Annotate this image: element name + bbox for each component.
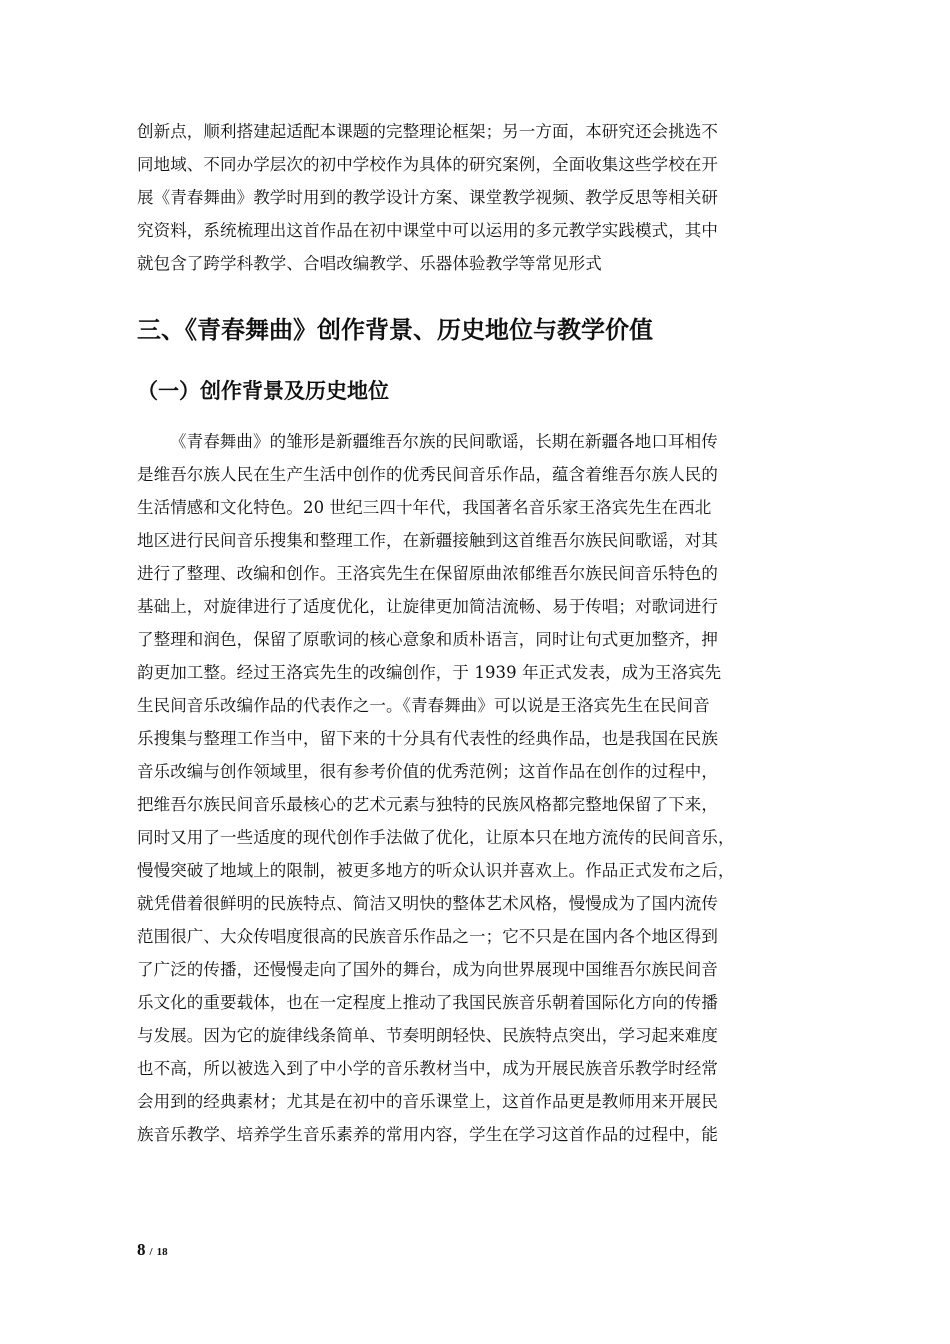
text-line: 乐文化的重要载体，也在一定程度上推动了我国民族音乐朝着国际化方向的传播: [137, 993, 718, 1012]
section-heading: 三、《青春舞曲》创作背景、历史地位与教学价值: [137, 316, 653, 344]
text-line: 创新点，顺利搭建起适配本课题的完整理论框架；另一方面，本研究还会挑选不: [137, 122, 718, 141]
text-line: 会用到的经典素材；尤其是在初中的音乐课堂上，这首作品更是教师用来开展民: [137, 1092, 718, 1111]
text-line: 也不高，所以被选入到了中小学的音乐教材当中，成为开展民族音乐教学时经常: [137, 1059, 718, 1078]
text-line: 与发展。因为它的旋律线条简单、节奏明朗轻快、民族特点突出，学习起来难度: [137, 1026, 718, 1045]
text-line: 是维吾尔族人民在生产生活中创作的优秀民间音乐作品，蕴含着维吾尔族人民的: [137, 465, 718, 484]
text-line: 究资料，系统梳理出这首作品在初中课堂中可以运用的多元教学实践模式，其中: [137, 221, 718, 240]
text-line: 展《青春舞曲》教学时用到的教学设计方案、课堂教学视频、教学反思等相关研: [137, 188, 718, 207]
text-line: 就包含了跨学科教学、合唱改编教学、乐器体验教学等常见形式: [137, 254, 602, 273]
page-total: 18: [156, 1246, 168, 1258]
text-line: 乐搜集与整理工作当中，留下来的十分具有代表性的经典作品，也是我国在民族: [137, 729, 718, 748]
text-line: 范围很广、大众传唱度很高的民族音乐作品之一；它不只是在国内各个地区得到: [137, 927, 718, 946]
text-line: 基础上，对旋律进行了适度优化，让旋律更加简洁流畅、易于传唱；对歌词进行: [137, 597, 718, 616]
text-line: 同时又用了一些适度的现代创作手法做了优化，让原本只在地方流传的民间音乐，: [137, 828, 735, 847]
text-line: 生活情感和文化特色。20 世纪三四十年代，我国著名音乐家王洛宾先生在西北: [137, 498, 712, 517]
text-line: 地区进行民间音乐搜集和整理工作，在新疆接触到这首维吾尔族民间歌谣，对其: [137, 531, 718, 550]
text-line: 就凭借着很鲜明的民族特点、简洁又明快的整体艺术风格，慢慢成为了国内流传: [137, 894, 718, 913]
subsection-heading: （一）创作背景及历史地位: [137, 379, 389, 403]
text-line: 音乐改编与创作领域里，很有参考价值的优秀范例；这首作品在创作的过程中，: [137, 762, 718, 781]
text-line: 《青春舞曲》的雏形是新疆维吾尔族的民间歌谣，长期在新疆各地口耳相传: [170, 432, 718, 451]
page-separator: /: [149, 1246, 153, 1258]
text-line: 韵更加工整。经过王洛宾先生的改编创作，于 1939 年正式发表，成为王洛宾先: [137, 663, 722, 682]
text-line: 族音乐教学、培养学生音乐素养的常用内容，学生在学习这首作品的过程中，能: [137, 1125, 718, 1144]
text-line: 了广泛的传播，还慢慢走向了国外的舞台，成为向世界展现中国维吾尔族民间音: [137, 960, 718, 979]
text-line: 了整理和润色，保留了原歌词的核心意象和质朴语言，同时让句式更加整齐，押: [137, 630, 718, 649]
text-line: 生民间音乐改编作品的代表作之一。《青春舞曲》可以说是王洛宾先生在民间音: [137, 696, 710, 715]
text-line: 把维吾尔族民间音乐最核心的艺术元素与独特的民族风格都完整地保留了下来，: [137, 795, 718, 814]
text-line: 进行了整理、改编和创作。王洛宾先生在保留原曲浓郁维吾尔族民间音乐特色的: [137, 564, 718, 583]
text-line: 同地域、不同办学层次的初中学校作为具体的研究案例，全面收集这些学校在开: [137, 155, 718, 174]
page-number: [137, 1240, 168, 1260]
page-current: 8: [137, 1240, 146, 1259]
text-line: 慢慢突破了地域上的限制，被更多地方的听众认识并喜欢上。作品正式发布之后，: [137, 861, 735, 880]
